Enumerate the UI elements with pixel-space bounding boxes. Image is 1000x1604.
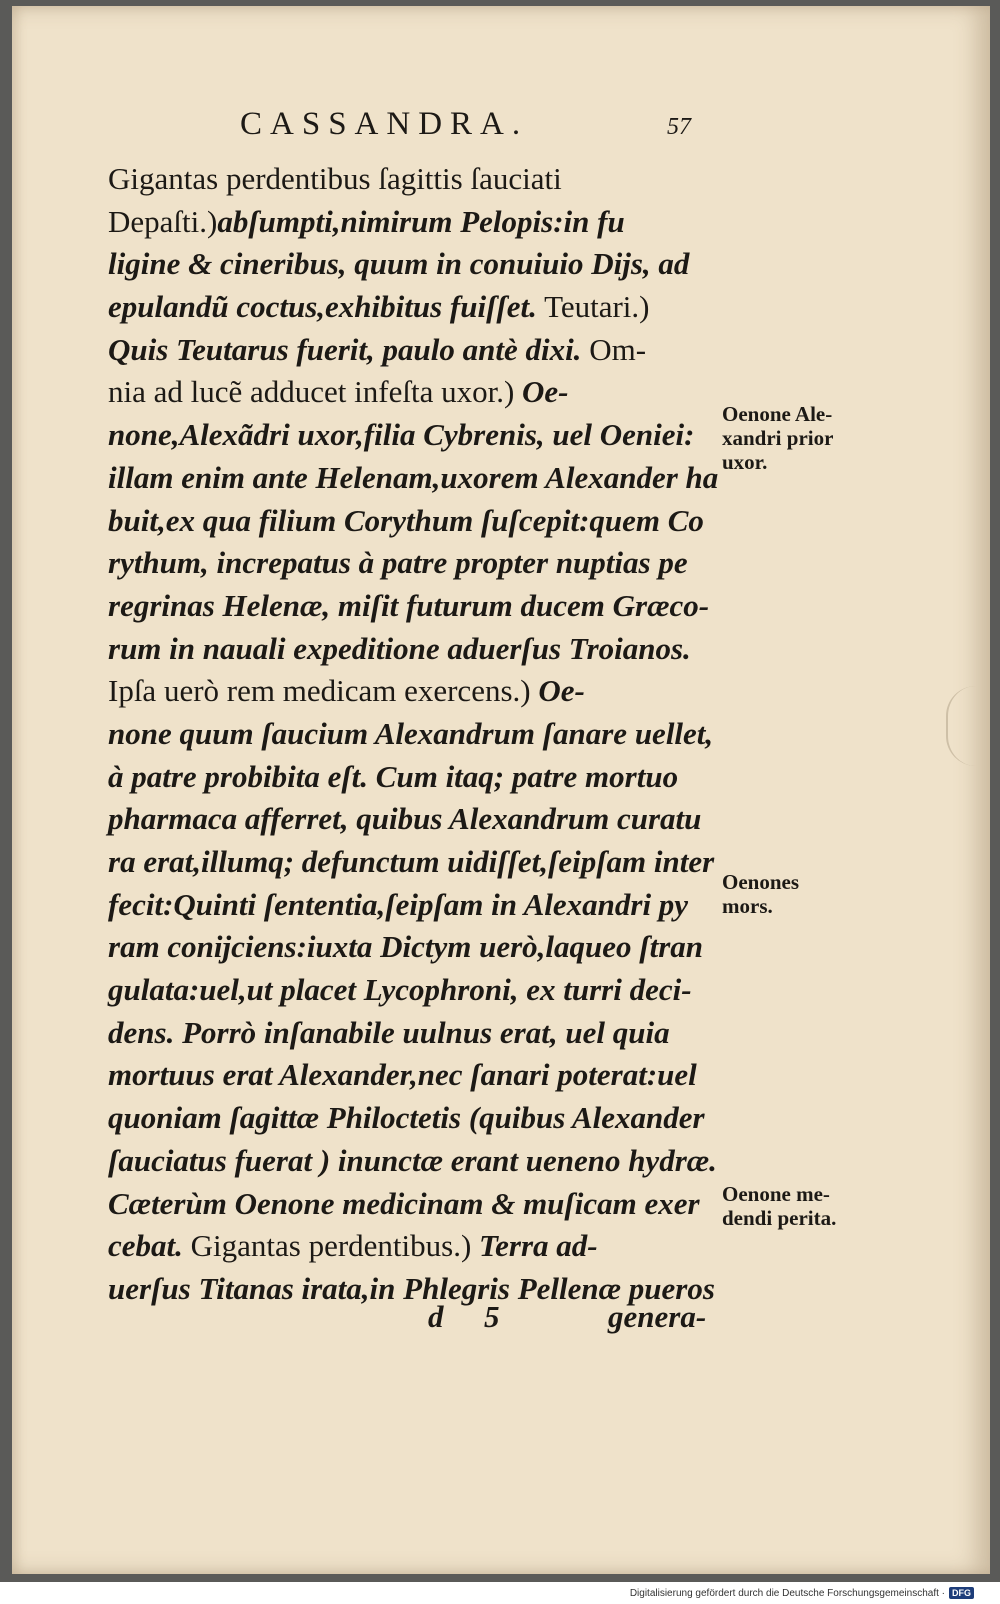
- text-segment: gulata:uel,ut placet Lycophroni, ex turri deci-: [108, 972, 692, 1008]
- text-line: [108, 628, 728, 671]
- text-line: [108, 798, 728, 841]
- text-segment: ra erat,illumq; defunctum uidiſſet,ſeipſam inter: [108, 844, 715, 879]
- text-segment: none quum ſaucium Alexandrum ſanare uellet,: [108, 715, 714, 751]
- text-segment: Quis Teutarus fuerit, paulo antè dixi.: [108, 331, 582, 367]
- book-page: [12, 6, 990, 1574]
- margin-note-oenone-wife: Oenone Ale- xandri prior uxor.: [722, 402, 834, 474]
- main-text-block: [108, 158, 728, 1311]
- text-line: [108, 286, 728, 329]
- text-segment: rum in nauali expeditione aduerſus Troianos.: [108, 630, 691, 666]
- text-segment: à patre probibita eſt. Cum itaq; patre mortuo: [108, 758, 679, 794]
- text-line: [108, 670, 728, 713]
- text-line: [108, 542, 728, 585]
- text-line: [108, 500, 728, 543]
- text-line: [108, 884, 728, 927]
- text-line: [108, 585, 728, 628]
- text-segment: Terra ad-: [471, 1228, 598, 1264]
- margin-note-oenone-healer: Oenone me- dendi perita.: [722, 1182, 837, 1230]
- text-segment: Oe-: [514, 374, 569, 410]
- text-segment: pharmaca afferret, quibus Alexandrum curatu: [108, 801, 702, 837]
- text-line: [108, 243, 728, 286]
- text-line: [108, 329, 728, 372]
- text-segment: Gigantas perdentibus ſagittis ſauciati: [108, 161, 562, 196]
- text-segment: fecit:Quinti ſententia,ſeipſam in Alexandri py: [108, 886, 689, 922]
- margin-note-oenone-death: Oenones mors.: [722, 870, 800, 918]
- text-line: [108, 1183, 728, 1226]
- text-segment: Oe-: [530, 673, 585, 709]
- text-segment: illam enim ante Helenam,uxorem Alexander ha: [108, 459, 719, 495]
- text-line: [108, 926, 728, 969]
- footer-credit: [630, 1587, 974, 1599]
- text-segment: dens. Porrò inſanabile uulnus erat, uel quia: [108, 1014, 670, 1050]
- text-line: [108, 457, 728, 500]
- page-edge-shadow: [946, 686, 990, 766]
- text-segment: none,Alexãdri uxor,filia Cybrenis, uel Oeniei:: [108, 417, 695, 453]
- catchword: genera-: [608, 1299, 707, 1334]
- text-segment: regrinas Helenæ, miſit futurum ducem Græco-: [108, 587, 710, 623]
- text-line: [108, 371, 728, 414]
- text-segment: buit,ex qua filium Corythum ſuſcepit:quem Co: [108, 502, 704, 538]
- text-segment: Teutari.): [536, 289, 650, 325]
- signature-mark: d: [428, 1299, 444, 1334]
- text-line: [108, 713, 728, 756]
- running-title: CASSANDRA.: [240, 106, 529, 142]
- text-line: [108, 1012, 728, 1055]
- text-segment: uerſus Titanas irata,in Phlegris Pellenæ pueros: [108, 1270, 715, 1306]
- text-segment: ſauciatus fuerat ) inunctæ erant ueneno hydræ.: [108, 1142, 717, 1178]
- text-segment: Om-: [581, 331, 647, 367]
- text-line: [108, 414, 728, 457]
- text-line: [108, 1054, 728, 1097]
- signature-line: [108, 1299, 728, 1341]
- text-line: [108, 158, 728, 201]
- text-segment: quoniam ſagittæ Philoctetis (quibus Alexander: [108, 1100, 705, 1136]
- text-segment: abſumpti,nimirum Pelopis:in fu: [217, 203, 625, 239]
- folio-number: 57: [667, 114, 691, 140]
- text-segment: rythum, increpatus à patre propter nuptias pe: [108, 545, 688, 581]
- text-segment: mortuus erat Alexander,nec ſanari poterat:uel: [108, 1057, 697, 1093]
- text-line: [108, 1140, 728, 1183]
- text-segment: ligine & cineribus, quum in conuiuio Dijs, ad: [108, 246, 690, 282]
- text-segment: nia ad lucẽ adducet infeſta uxor.): [108, 374, 515, 410]
- text-segment: ram conijciens:iuxta Dictym uerò,laqueo ſtran: [108, 929, 704, 965]
- text-line: [108, 756, 728, 799]
- signature-number: 5: [484, 1299, 500, 1334]
- text-line: [108, 969, 728, 1012]
- text-line: [108, 1225, 728, 1268]
- text-segment: Gigantas perdentibus.): [182, 1228, 472, 1264]
- text-segment: cebat.: [108, 1228, 183, 1264]
- text-segment: Depaſti.): [108, 203, 218, 239]
- text-line: [108, 1097, 728, 1140]
- text-segment: Cæterùm Oenone medicinam & muſicam exer: [108, 1185, 700, 1221]
- text-line: [108, 841, 728, 884]
- text-segment: Ipſa uerò rem medicam exercens.): [108, 673, 531, 709]
- text-line: [108, 201, 728, 244]
- footer-credit-text: Digitalisierung gefördert durch die Deutsche Forschungsgemeinschaft ·: [629, 1587, 945, 1599]
- text-segment: epulandũ coctus,exhibitus fuiſſet.: [108, 289, 537, 325]
- dfg-logo: DFG: [949, 1587, 974, 1599]
